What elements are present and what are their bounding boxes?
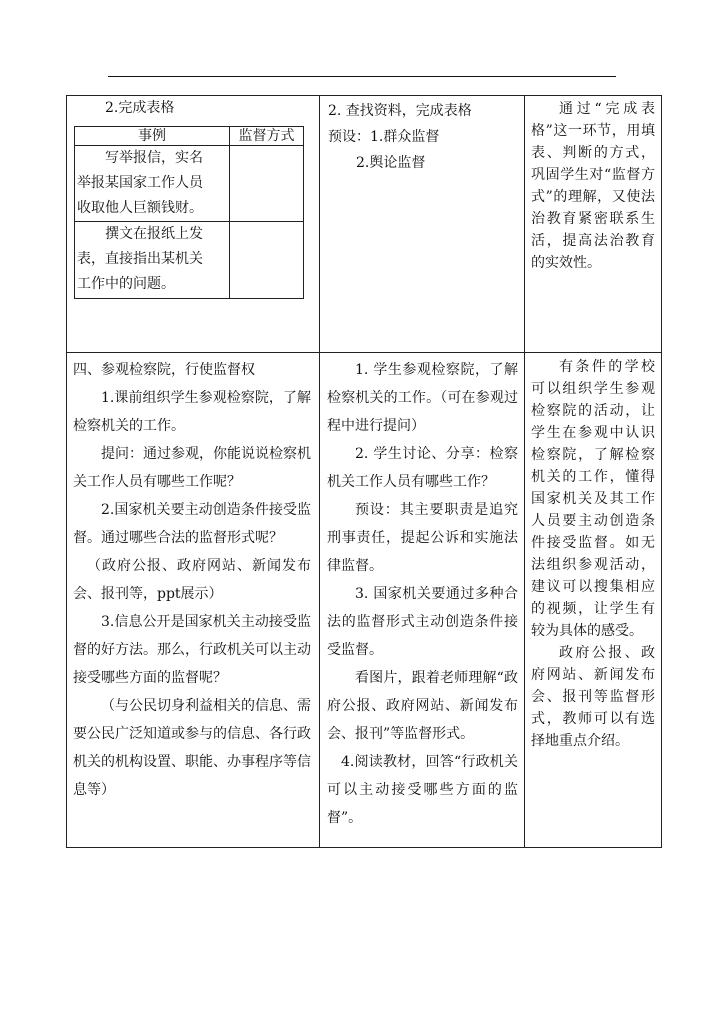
example-line: 写举报信，实名 — [105, 150, 203, 166]
preset-item: 2.舆论监督 — [356, 155, 426, 171]
column-header-example: 事例 — [75, 127, 230, 146]
paragraph: 1. 学生参观检察院，了解检察机关的工作。（可在参观过程中进行提问） — [327, 362, 518, 434]
preset-line: 预设：1.群众监督 — [328, 129, 440, 145]
example-line: 表，直接指出某机关 — [77, 251, 203, 267]
method-answer-cell — [230, 146, 304, 222]
lesson-plan-table — [66, 95, 662, 848]
paragraph: 预设：其主要职责是追究刑事责任，提起公诉和实施法律监督。 — [327, 502, 518, 574]
supervision-table — [74, 126, 304, 299]
design-intent-cell — [525, 96, 662, 353]
paragraph: 政府公报、政府网站、新闻发布会、报刊等监督形式，教师可以有选择地重点介绍。 — [531, 645, 655, 749]
activity-cell — [67, 96, 320, 353]
paragraph: 2.国家机关要主动创造条件接受监督。通过哪些合法的监督形式呢？ — [73, 502, 311, 546]
example-line: 举报某国家工作人员 — [77, 175, 203, 191]
paragraph: （与公民切身利益相关的信息、需要公民广泛知道或参与的信息、各行政机关的机构设置、职能、办事程序等信息等） — [73, 698, 311, 798]
student-activity-cell — [320, 353, 525, 848]
paragraph: 3.信息公开是国家机关主动接受监督的好方法。那么，行政机关可以主动接受哪些方面的监督呢？ — [73, 614, 311, 686]
table-row — [67, 353, 662, 848]
design-intent-text: 通过“完成表格”这一环节，用填表、判断的方式，巩固学生对“监督方式”的理解，又使法治教育紧密联系生活，提高法治教育的实效性。 — [531, 101, 655, 271]
student-activity-cell — [320, 96, 525, 353]
paragraph: 3. 国家机关要通过多种合法的监督形式主动创造条件接受监督。 — [327, 586, 518, 658]
design-intent-cell — [525, 353, 662, 848]
paragraph: 4.阅读教材，回答“行政机关可以主动接受哪些方面的监督”。 — [327, 754, 518, 826]
example-cell — [75, 146, 230, 222]
table-row — [67, 96, 662, 353]
paragraph: （政府公报、政府网站、新闻发布会、报刊等，ppt展示） — [73, 558, 311, 602]
header-rule — [108, 76, 616, 77]
example-cell — [75, 222, 230, 299]
example-line: 收取他人巨额钱财。 — [77, 200, 203, 216]
column-header-method: 监督方式 — [230, 127, 304, 146]
paragraph: 有条件的学校可以组织学生参观检察院的活动，让学生在参观中认识检察院，了解检察机关的工作，懂得国家机关及其工作人员要主动创造条件接受监督。如无法组织参观活动，建议可以搜集相应的视频，让学生有较为具体的感受。 — [531, 359, 655, 639]
method-answer-cell — [230, 222, 304, 299]
student-heading: 2. 查找资料，完成表格 — [328, 103, 472, 119]
activity-cell — [67, 353, 320, 848]
paragraph: 提问：通过参观，你能说说检察机关工作人员有哪些工作呢？ — [73, 446, 311, 490]
example-line: 撰文在报纸上发 — [105, 226, 203, 242]
paragraph: 1.课前组织学生参观检察院，了解检察机关的工作。 — [73, 390, 311, 434]
paragraph: 看图片，跟着老师理解“政府公报、政府网站、新闻发布会、报刊”等监督形式。 — [327, 670, 518, 742]
section-heading: 四、参观检察院，行使监督权 — [73, 362, 255, 378]
example-line: 工作中的问题。 — [77, 276, 175, 292]
paragraph: 2. 学生讨论、分享：检察机关工作人员有哪些工作？ — [327, 446, 518, 490]
section-heading: 2.完成表格 — [105, 100, 175, 116]
